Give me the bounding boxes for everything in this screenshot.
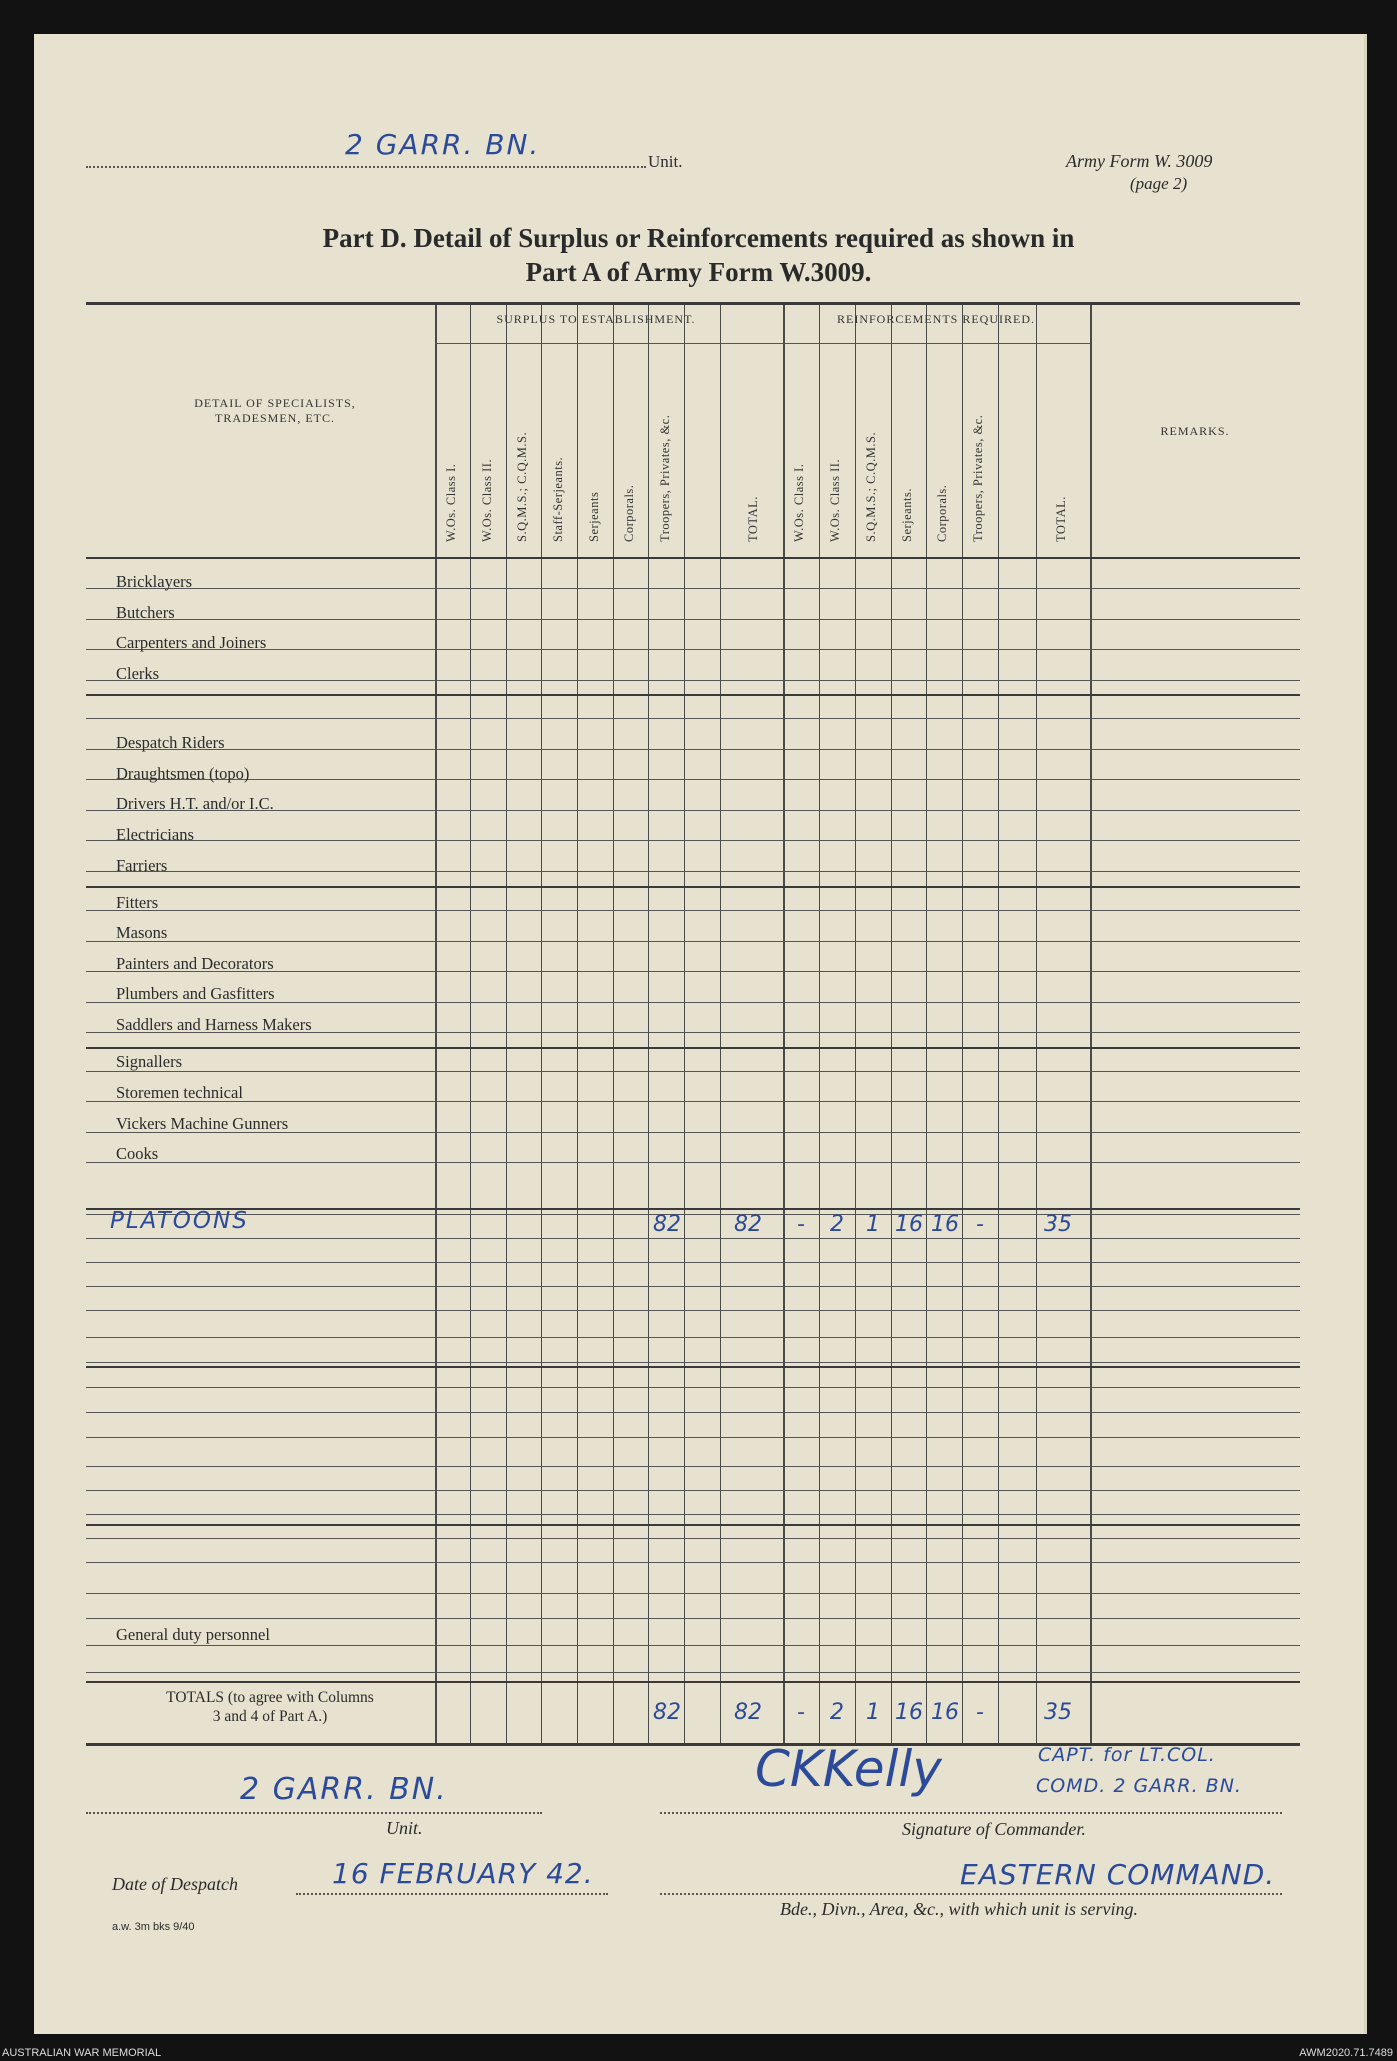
col-s-wo2: W.Os. Class II. xyxy=(480,458,494,542)
row-label-clerks: Clerks xyxy=(116,664,160,683)
row-label-despatch-riders: Despatch Riders xyxy=(116,733,225,752)
col-s-serjeants: Serjeants xyxy=(587,491,601,542)
row-label-drivers: Drivers H.T. and/or I.C. xyxy=(116,794,274,813)
footer-unit-handwritten: 2 GARR. BN. xyxy=(240,1772,448,1807)
date-line xyxy=(296,1893,608,1895)
row-label-bricklayers: Bricklayers xyxy=(116,572,193,591)
row-line xyxy=(86,941,1300,942)
unit-label: Unit. xyxy=(648,152,683,171)
row-line xyxy=(86,779,1300,780)
totals-s-troopers: 82 xyxy=(653,1700,681,1725)
signature-line xyxy=(660,1812,1282,1814)
row-line xyxy=(86,910,1300,911)
col-r-troopers: Troopers, Privates, &c. xyxy=(971,414,985,542)
row-line xyxy=(86,1238,1300,1239)
caption-left: AUSTRALIAN WAR MEMORIAL xyxy=(2,2047,162,2059)
row-line xyxy=(86,1672,1300,1673)
unit-handwritten: 2 GARR. BN. xyxy=(345,128,541,161)
col-s-total: TOTAL. xyxy=(746,496,760,542)
row-group-line xyxy=(86,1524,1300,1526)
col-r-wo2: W.Os. Class II. xyxy=(828,458,842,542)
totals-r-serjeants: 16 xyxy=(895,1700,923,1725)
row-label-fitters: Fitters xyxy=(116,893,159,912)
unit-line xyxy=(86,166,646,168)
col-s-troopers: Troopers, Privates, &c. xyxy=(658,414,672,542)
col-r-sqms: S.Q.M.S.; C.Q.M.S. xyxy=(864,431,878,542)
footer-unit-line xyxy=(86,1812,542,1814)
command-line xyxy=(660,1893,1282,1895)
row-line xyxy=(86,1562,1300,1563)
col-s-corporals: Corporals. xyxy=(622,484,636,542)
detail-column-header: DETAIL OF SPECIALISTS, TRADESMEN, ETC. xyxy=(194,396,356,425)
row-label-vickers: Vickers Machine Gunners xyxy=(116,1114,289,1133)
col-r-wo1: W.Os. Class I. xyxy=(792,463,806,542)
totals-label xyxy=(110,1688,430,1726)
page-reference: (page 2) xyxy=(1130,174,1188,193)
col-r-corporals: Corporals. xyxy=(935,484,949,542)
row-line xyxy=(86,1437,1300,1438)
row-line xyxy=(86,871,1300,872)
row-label-general-duty: General duty personnel xyxy=(116,1625,270,1644)
totals-r-wo2: 2 xyxy=(830,1700,844,1725)
row-line xyxy=(86,588,1300,589)
row-line xyxy=(86,1538,1300,1539)
command-label: Bde., Divn., Area, &c., with which unit is serving. xyxy=(780,1899,1138,1919)
caption-right: AWM2020.71.7489 xyxy=(1299,2047,1393,2059)
reinforcements-header: REINFORCEMENTS REQUIRED. xyxy=(836,312,1035,326)
row-line xyxy=(86,649,1300,650)
signature-handwritten: CKKelly xyxy=(755,1740,942,1798)
row-label-signallers: Signallers xyxy=(116,1052,182,1071)
row-label-cooks: Cooks xyxy=(116,1144,159,1163)
row-line xyxy=(86,1593,1300,1594)
platoons-r-serjeants: 16 xyxy=(895,1212,923,1237)
date-label: Date of Despatch xyxy=(112,1874,238,1894)
row-line xyxy=(86,1262,1300,1263)
row-line xyxy=(86,1645,1300,1646)
col-s-wo1: W.Os. Class I. xyxy=(444,463,458,542)
row-line xyxy=(86,1214,1300,1215)
row-line xyxy=(86,1618,1300,1619)
platoons-r-wo1: - xyxy=(797,1212,805,1237)
totals-r-total: 35 xyxy=(1044,1700,1072,1725)
col-s-staff-serjeants: Staff-Serjeants. xyxy=(551,456,565,542)
row-line xyxy=(86,1362,1300,1363)
platoons-r-sqms: 1 xyxy=(866,1212,880,1237)
row-line xyxy=(86,680,1300,681)
footer-unit-label: Unit. xyxy=(386,1818,423,1838)
totals-r-sqms: 1 xyxy=(866,1700,880,1725)
row-line xyxy=(86,1101,1300,1102)
row-label-saddlers: Saddlers and Harness Makers xyxy=(116,1015,312,1034)
row-line xyxy=(86,840,1300,841)
row-line xyxy=(86,718,1300,719)
totals-r-troopers: - xyxy=(976,1700,984,1725)
row-group-line xyxy=(86,694,1300,696)
platoons-r-troopers: - xyxy=(976,1212,984,1237)
platoons-handwritten: PLATOONS xyxy=(110,1208,249,1234)
platoons-s-troopers: 82 xyxy=(653,1212,681,1237)
row-group-line xyxy=(86,1681,1300,1683)
totals-s-total: 82 xyxy=(734,1700,762,1725)
signature-note-line2: COMD. 2 GARR. BN. xyxy=(1036,1775,1242,1797)
row-group-line xyxy=(86,1208,1300,1210)
row-line xyxy=(86,1162,1300,1163)
row-group-line xyxy=(86,1047,1300,1049)
row-group-line xyxy=(86,886,1300,888)
date-handwritten: 16 FEBRUARY 42. xyxy=(332,1857,594,1890)
row-line xyxy=(86,1514,1300,1515)
command-handwritten: EASTERN COMMAND. xyxy=(960,1858,1276,1891)
row-label-masons: Masons xyxy=(116,923,168,942)
row-line xyxy=(86,1310,1300,1311)
form-title-line1: Part D. Detail of Surplus or Reinforcements required as shown in xyxy=(322,223,1075,253)
row-label-electricians: Electricians xyxy=(116,825,194,844)
remarks-header: REMARKS. xyxy=(1160,424,1230,438)
signature-note-line1: CAPT. for LT.COL. xyxy=(1038,1744,1216,1766)
row-line xyxy=(86,1071,1300,1072)
col-r-serjeants: Serjeants. xyxy=(900,488,914,542)
col-s-sqms: S.Q.M.S.; C.Q.M.S. xyxy=(515,431,529,542)
row-line xyxy=(86,1412,1300,1413)
totals-label-line2: 3 and 4 of Part A.) xyxy=(212,1708,328,1725)
platoons-r-wo2: 2 xyxy=(830,1212,844,1237)
signature-label: Signature of Commander. xyxy=(902,1819,1086,1839)
surplus-header: SURPLUS TO ESTABLISHMENT. xyxy=(496,312,696,326)
print-code: a.w. 3m bks 9/40 xyxy=(112,1921,195,1933)
form-reference: Army Form W. 3009 xyxy=(1066,151,1213,171)
totals-r-corporals: 16 xyxy=(931,1700,959,1725)
row-label-plumbers: Plumbers and Gasfitters xyxy=(116,984,275,1003)
platoons-r-total: 35 xyxy=(1044,1212,1072,1237)
row-line xyxy=(86,1337,1300,1338)
row-line xyxy=(86,1490,1300,1491)
row-label-carpenters: Carpenters and Joiners xyxy=(116,633,267,652)
row-line xyxy=(86,1286,1300,1287)
row-label-storemen: Storemen technical xyxy=(116,1083,243,1102)
form-title-line2: Part A of Army Form W.3009. xyxy=(525,257,872,287)
row-line xyxy=(86,1466,1300,1467)
row-label-butchers: Butchers xyxy=(116,603,175,622)
platoons-s-total: 82 xyxy=(734,1212,762,1237)
totals-r-wo1: - xyxy=(797,1700,805,1725)
col-r-total: TOTAL. xyxy=(1054,496,1068,542)
row-label-farriers: Farriers xyxy=(116,856,168,875)
row-label-painters: Painters and Decorators xyxy=(116,954,274,973)
row-line xyxy=(86,619,1300,620)
platoons-r-corporals: 16 xyxy=(931,1212,959,1237)
row-line xyxy=(86,749,1300,750)
row-line xyxy=(86,1387,1300,1388)
row-group-line xyxy=(86,1366,1300,1368)
totals-label-line1: TOTALS (to agree with Columns xyxy=(166,1689,374,1706)
row-label-draughtsmen: Draughtsmen (topo) xyxy=(116,764,250,783)
